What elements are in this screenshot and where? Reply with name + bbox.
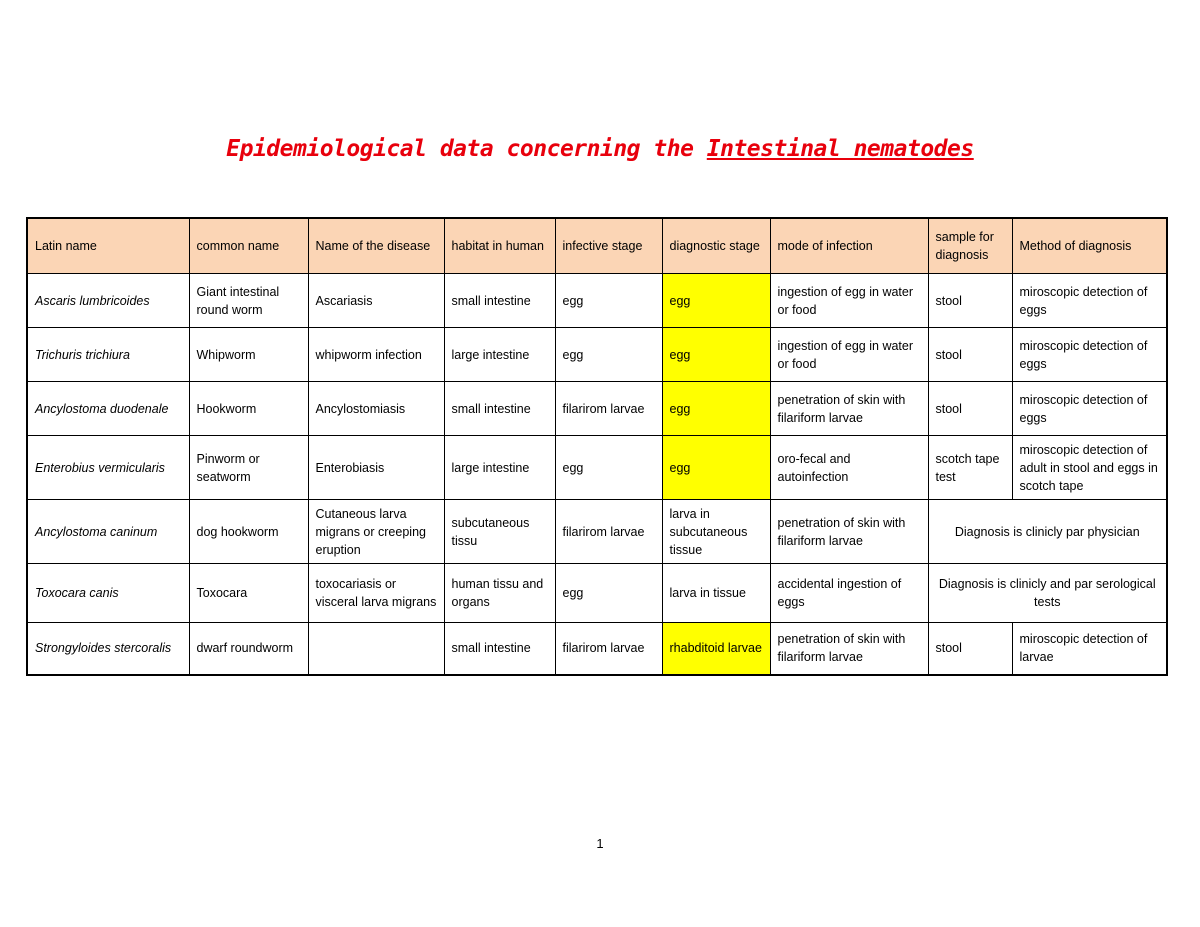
table-header-row — [27, 218, 1167, 274]
habitat-cell: subcutaneous tissu — [444, 500, 555, 564]
diagnostic-stage-cell: larva in subcutaneous tissue — [662, 500, 770, 564]
mode-of-infection-cell: penetration of skin with filariform larvae — [770, 500, 928, 564]
header-common-name: common name — [189, 218, 308, 274]
header-habitat: habitat in human — [444, 218, 555, 274]
diagnostic-stage-cell: rhabditoid larvae — [662, 623, 770, 675]
mode-of-infection-cell: penetration of skin with filariform larvae — [770, 623, 928, 675]
diagnostic-stage-cell: egg — [662, 382, 770, 436]
sample-cell: stool — [928, 274, 1012, 328]
latin-name-cell: Strongyloides stercoralis — [27, 623, 189, 675]
latin-name-cell: Ascaris lumbricoides — [27, 274, 189, 328]
header-latin-name: Latin name — [27, 218, 189, 274]
disease-cell — [308, 623, 444, 675]
mode-of-infection-cell: ingestion of egg in water or food — [770, 328, 928, 382]
title-underlined: Intestinal nematodes — [706, 136, 974, 162]
method-cell: miroscopic detection of larvae — [1012, 623, 1167, 675]
method-cell: miroscopic detection of eggs — [1012, 382, 1167, 436]
common-name-cell: Pinworm or seatworm — [189, 436, 308, 500]
table-row — [27, 274, 1167, 328]
method-cell: miroscopic detection of eggs — [1012, 328, 1167, 382]
diagnostic-stage-cell: larva in tissue — [662, 564, 770, 623]
disease-cell: Cutaneous larva migrans or creeping eruption — [308, 500, 444, 564]
mode-of-infection-cell: ingestion of egg in water or food — [770, 274, 928, 328]
mode-of-infection-cell: oro-fecal and autoinfection — [770, 436, 928, 500]
table-row — [27, 436, 1167, 500]
table-row — [27, 564, 1167, 623]
common-name-cell: dwarf roundworm — [189, 623, 308, 675]
common-name-cell: Whipworm — [189, 328, 308, 382]
mode-of-infection-cell: penetration of skin with filariform larvae — [770, 382, 928, 436]
habitat-cell: small intestine — [444, 382, 555, 436]
infective-stage-cell: filarirom larvae — [555, 500, 662, 564]
latin-name-cell: Toxocara canis — [27, 564, 189, 623]
habitat-cell: small intestine — [444, 623, 555, 675]
header-disease-name: Name of the disease — [308, 218, 444, 274]
nematodes-table — [26, 217, 1168, 676]
mode-of-infection-cell: accidental ingestion of eggs — [770, 564, 928, 623]
diagnostic-stage-cell: egg — [662, 328, 770, 382]
latin-name-cell: Trichuris trichiura — [27, 328, 189, 382]
merged-diagnosis-cell: Diagnosis is clinicly and par serological tests — [928, 564, 1167, 623]
table-row — [27, 328, 1167, 382]
disease-cell: Enterobiasis — [308, 436, 444, 500]
diagnostic-stage-cell: egg — [662, 274, 770, 328]
habitat-cell: small intestine — [444, 274, 555, 328]
table-row — [27, 382, 1167, 436]
latin-name-cell: Enterobius vermicularis — [27, 436, 189, 500]
sample-cell: scotch tape test — [928, 436, 1012, 500]
disease-cell: Ascariasis — [308, 274, 444, 328]
disease-cell: whipworm infection — [308, 328, 444, 382]
title-prefix: Epidemiological data concerning the — [226, 136, 707, 162]
header-diagnostic-stage: diagnostic stage — [662, 218, 770, 274]
habitat-cell: large intestine — [444, 328, 555, 382]
infective-stage-cell: filarirom larvae — [555, 382, 662, 436]
method-cell: miroscopic detection of adult in stool and eggs in scotch tape — [1012, 436, 1167, 500]
merged-diagnosis-cell: Diagnosis is clinicly par physician — [928, 500, 1167, 564]
sample-cell: stool — [928, 382, 1012, 436]
header-sample: sample for diagnosis — [928, 218, 1012, 274]
page-title — [0, 136, 1200, 162]
method-cell: miroscopic detection of eggs — [1012, 274, 1167, 328]
header-method: Method of diagnosis — [1012, 218, 1167, 274]
diagnostic-stage-cell: egg — [662, 436, 770, 500]
infective-stage-cell: egg — [555, 274, 662, 328]
infective-stage-cell: egg — [555, 328, 662, 382]
common-name-cell: Hookworm — [189, 382, 308, 436]
header-infective-stage: infective stage — [555, 218, 662, 274]
disease-cell: Ancylostomiasis — [308, 382, 444, 436]
common-name-cell: Giant intestinal round worm — [189, 274, 308, 328]
sample-cell: stool — [928, 328, 1012, 382]
page-number: 1 — [596, 836, 604, 851]
table-row — [27, 623, 1167, 675]
latin-name-cell: Ancylostoma duodenale — [27, 382, 189, 436]
header-mode-of-infection: mode of infection — [770, 218, 928, 274]
common-name-cell: dog hookworm — [189, 500, 308, 564]
disease-cell: toxocariasis or visceral larva migrans — [308, 564, 444, 623]
infective-stage-cell: egg — [555, 564, 662, 623]
common-name-cell: Toxocara — [189, 564, 308, 623]
latin-name-cell: Ancylostoma caninum — [27, 500, 189, 564]
habitat-cell: large intestine — [444, 436, 555, 500]
infective-stage-cell: filarirom larvae — [555, 623, 662, 675]
table-row — [27, 500, 1167, 564]
sample-cell: stool — [928, 623, 1012, 675]
infective-stage-cell: egg — [555, 436, 662, 500]
habitat-cell: human tissu and organs — [444, 564, 555, 623]
